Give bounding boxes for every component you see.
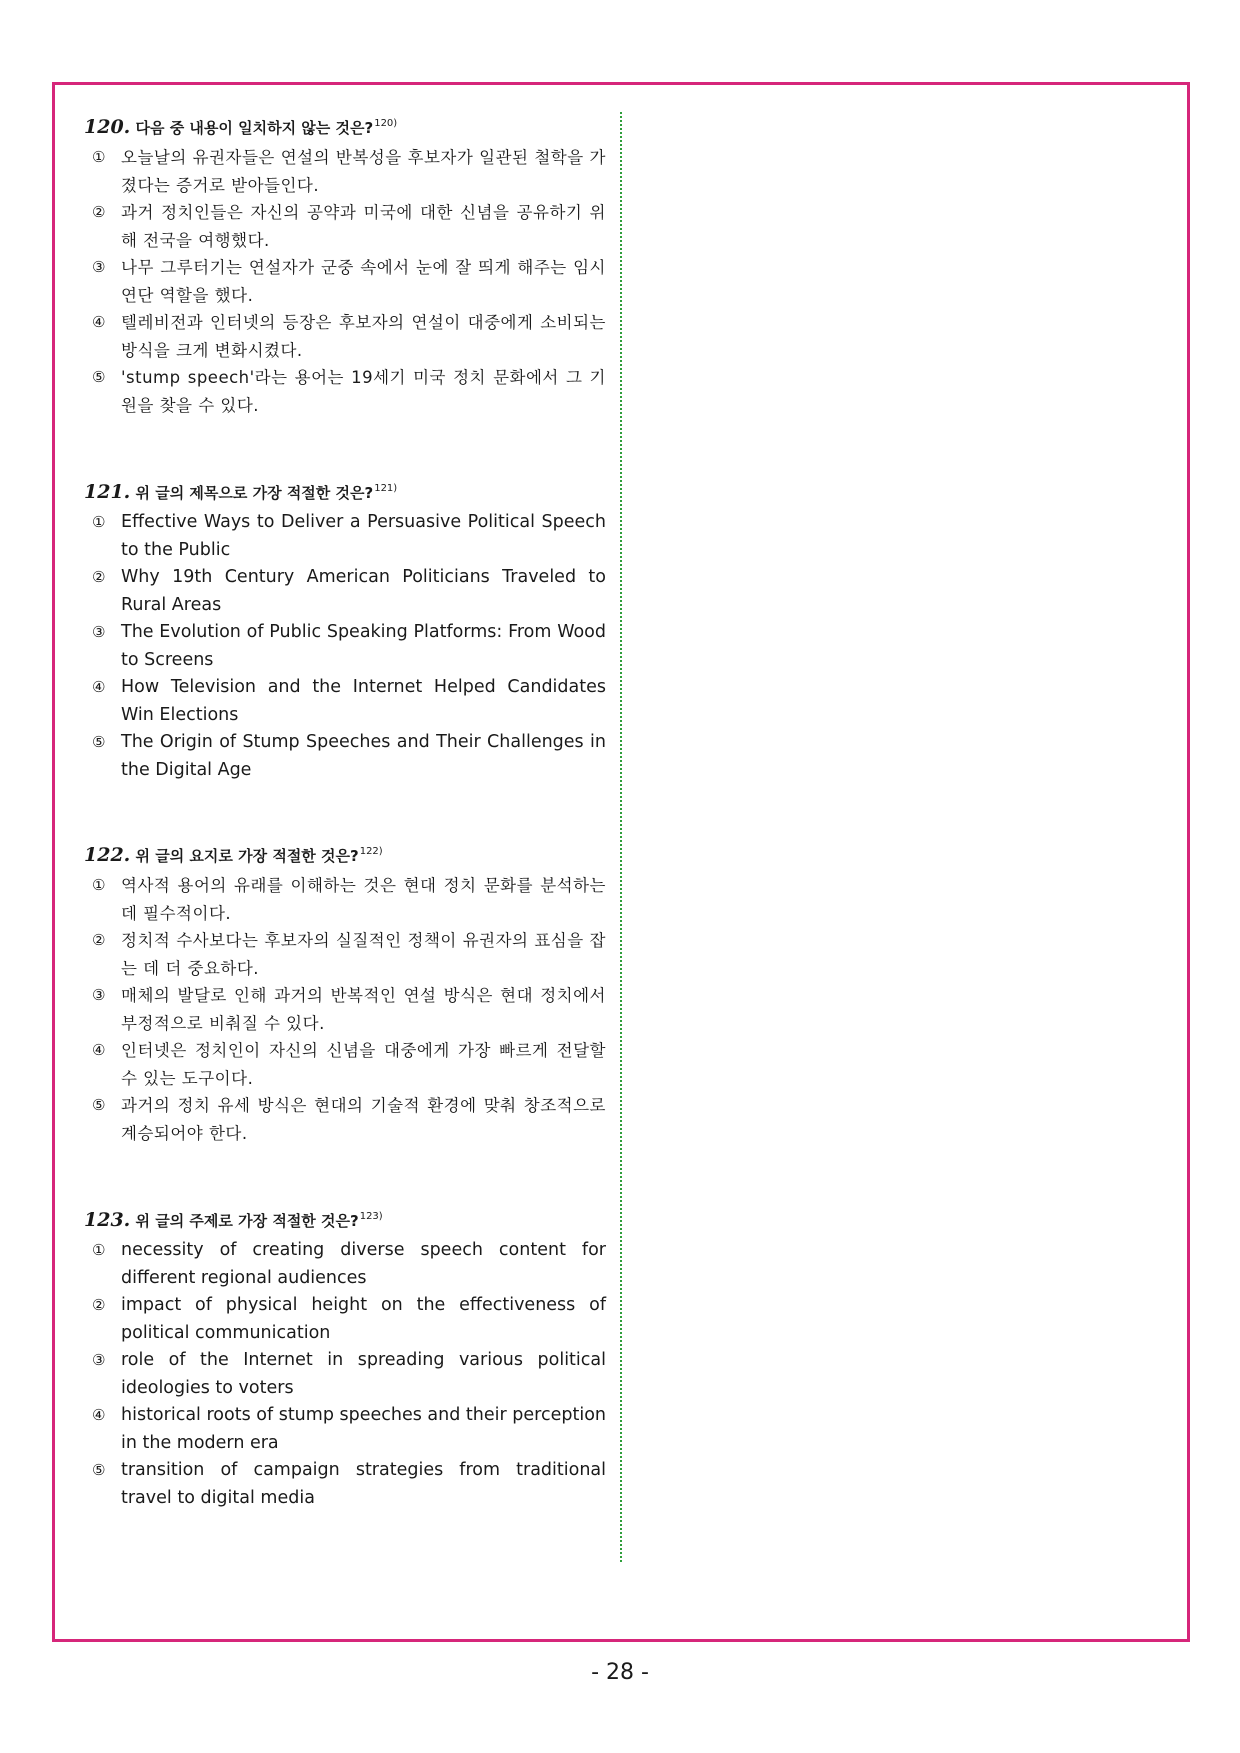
choice-mark: ② — [92, 568, 106, 586]
choice-text: 텔레비전과 인터넷의 등장은 후보자의 연설이 대중에게 소비되는 방식을 크게 변화시켰다. — [121, 313, 606, 360]
choice-mark: ⑤ — [92, 1096, 106, 1114]
question-prompt: 위 글의 제목으로 가장 적절한 것은? — [135, 484, 374, 502]
choice-mark: ③ — [92, 258, 106, 276]
choice-mark: ⑤ — [92, 1461, 106, 1479]
question-120 — [84, 112, 606, 419]
choice-mark: ④ — [92, 1406, 106, 1424]
question-header — [84, 1205, 606, 1233]
choice-3[interactable] — [84, 1347, 606, 1402]
choice-2[interactable] — [84, 927, 606, 982]
choice-4[interactable] — [84, 309, 606, 364]
choice-text: role of the Internet in spreading various political ideologies to voters — [121, 1350, 606, 1398]
choice-1[interactable] — [84, 872, 606, 927]
choice-mark: ⑤ — [92, 733, 106, 751]
choice-mark: ④ — [92, 678, 106, 696]
question-123 — [84, 1205, 606, 1512]
choice-text: 매체의 발달로 인해 과거의 반복적인 연설 방식은 현대 정치에서 부정적으로 비춰질 수 있다. — [121, 986, 606, 1033]
choice-text: historical roots of stump speeches and their perception in the modern era — [121, 1405, 606, 1453]
choice-list — [84, 1237, 606, 1512]
choice-5[interactable] — [84, 1457, 606, 1512]
footnote-ref: 123) — [359, 1211, 383, 1222]
choice-text: 과거의 정치 유세 방식은 현대의 기술적 환경에 맞춰 창조적으로 계승되어야 한다. — [121, 1096, 606, 1143]
question-prompt: 다음 중 내용이 일치하지 않는 것은? — [135, 119, 374, 137]
choice-mark: ① — [92, 148, 106, 166]
choice-5[interactable] — [84, 729, 606, 784]
choice-4[interactable] — [84, 1037, 606, 1092]
footnote-ref: 122) — [359, 846, 383, 857]
question-number: 122. — [84, 844, 131, 866]
choice-mark: ④ — [92, 313, 106, 331]
question-header — [84, 840, 606, 868]
choice-text: 정치적 수사보다는 후보자의 실질적인 정책이 유권자의 표심을 잡는 데 더 중요하다. — [121, 931, 606, 978]
choice-2[interactable] — [84, 199, 606, 254]
column-divider — [620, 112, 622, 1562]
choice-mark: ① — [92, 513, 106, 531]
choice-mark: ③ — [92, 1351, 106, 1369]
choice-list — [84, 872, 606, 1147]
choice-3[interactable] — [84, 982, 606, 1037]
choice-5[interactable] — [84, 1092, 606, 1147]
question-header — [84, 477, 606, 505]
choice-list — [84, 144, 606, 419]
question-prompt: 위 글의 주제로 가장 적절한 것은? — [135, 1212, 359, 1230]
question-121 — [84, 477, 606, 784]
choice-text: impact of physical height on the effectiveness of political communication — [121, 1295, 606, 1343]
footnote-ref: 121) — [374, 483, 398, 494]
choice-mark: ④ — [92, 1041, 106, 1059]
choice-2[interactable] — [84, 1292, 606, 1347]
choice-1[interactable] — [84, 1237, 606, 1292]
choice-text: The Origin of Stump Speeches and Their Challenges in the Digital Age — [121, 732, 606, 780]
question-number: 123. — [84, 1209, 131, 1231]
choice-text: Effective Ways to Deliver a Persuasive Political Speech to the Public — [121, 512, 606, 560]
question-header — [84, 112, 606, 140]
choice-text: How Television and the Internet Helped Candidates Win Elections — [121, 677, 606, 725]
choice-list — [84, 509, 606, 784]
choice-text: Why 19th Century American Politicians Traveled to Rural Areas — [121, 567, 606, 615]
question-number: 121. — [84, 481, 131, 503]
footnote-ref: 120) — [374, 118, 398, 129]
choice-mark: ③ — [92, 623, 106, 641]
choice-2[interactable] — [84, 564, 606, 619]
choice-3[interactable] — [84, 254, 606, 309]
choice-mark: ② — [92, 931, 106, 949]
page-number: - 28 - — [591, 1660, 649, 1685]
question-number: 120. — [84, 116, 131, 138]
choice-1[interactable] — [84, 509, 606, 564]
choice-mark: ① — [92, 876, 106, 894]
choice-text: 나무 그루터기는 연설자가 군중 속에서 눈에 잘 띄게 해주는 임시 연단 역할을 했다. — [121, 258, 606, 305]
choice-mark: ③ — [92, 986, 106, 1004]
choice-text: 과거 정치인들은 자신의 공약과 미국에 대한 신념을 공유하기 위해 전국을 여행했다. — [121, 203, 606, 250]
choice-mark: ② — [92, 203, 106, 221]
choice-mark: ⑤ — [92, 368, 106, 386]
choice-4[interactable] — [84, 1402, 606, 1457]
choice-4[interactable] — [84, 674, 606, 729]
choice-text: transition of campaign strategies from traditional travel to digital media — [121, 1460, 606, 1508]
choice-mark: ① — [92, 1241, 106, 1259]
choice-text: necessity of creating diverse speech content for different regional audiences — [121, 1240, 606, 1288]
choice-1[interactable] — [84, 144, 606, 199]
question-prompt: 위 글의 요지로 가장 적절한 것은? — [135, 847, 359, 865]
choice-mark: ② — [92, 1296, 106, 1314]
question-122 — [84, 840, 606, 1147]
choice-5[interactable] — [84, 364, 606, 419]
choice-3[interactable] — [84, 619, 606, 674]
choice-text: 역사적 용어의 유래를 이해하는 것은 현대 정치 문화를 분석하는 데 필수적이다. — [121, 876, 606, 923]
choice-text: 'stump speech'라는 용어는 19세기 미국 정치 문화에서 그 기원을 찾을 수 있다. — [121, 368, 606, 415]
choice-text: 오늘날의 유권자들은 연설의 반복성을 후보자가 일관된 철학을 가졌다는 증거로 받아들인다. — [121, 148, 606, 195]
choice-text: The Evolution of Public Speaking Platforms: From Wood to Screens — [121, 622, 606, 670]
choice-text: 인터넷은 정치인이 자신의 신념을 대중에게 가장 빠르게 전달할 수 있는 도구이다. — [121, 1041, 606, 1088]
